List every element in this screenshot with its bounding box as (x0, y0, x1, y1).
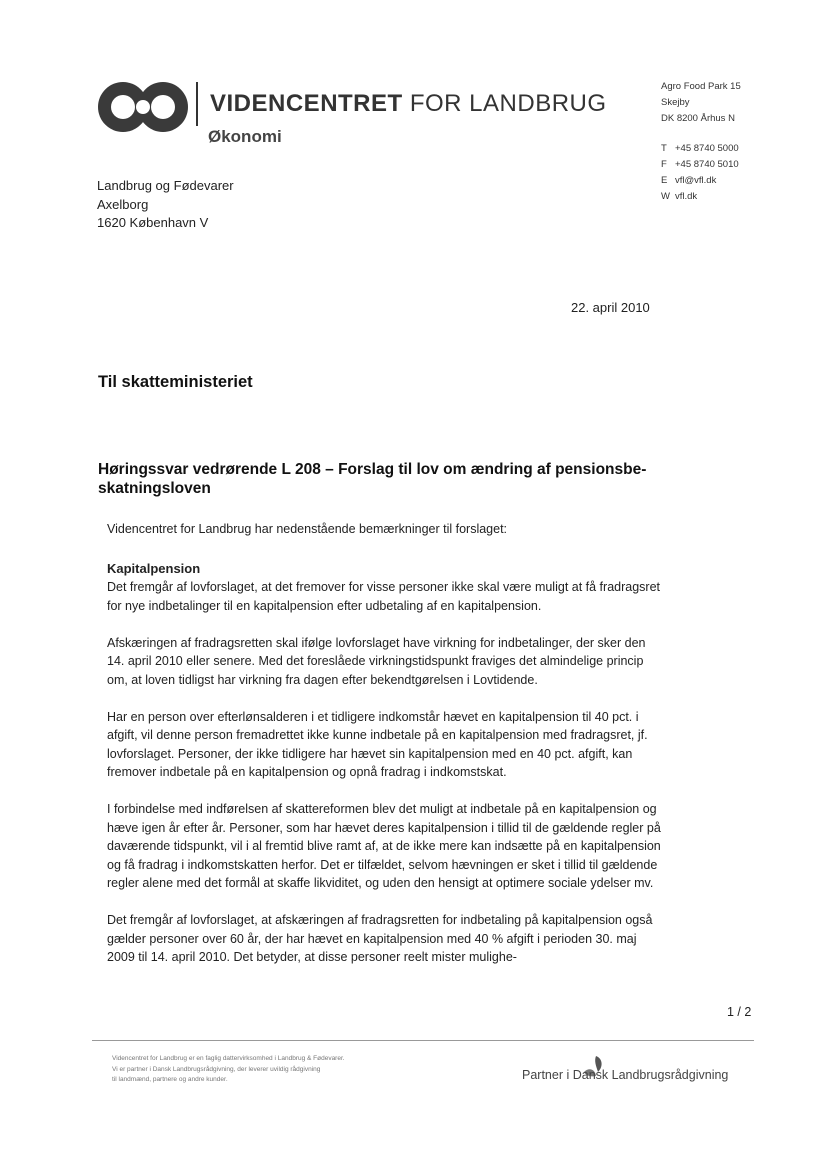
sender-contact (661, 141, 739, 205)
contact-phone: T +45 8740 5000 (661, 143, 739, 154)
logo-divider (196, 82, 198, 126)
body-paragraph: Afskæringen af fradragsretten skal ifølge lovforslaget have virkning for indbetalinger, der sker den 14. april 2010 eller senere. Med det foreslåede virkningstidspunkt fraviges det almindelige princip om, at loven tidligst har virkning fra dagen efter bekendtgørelsen i Lovtidende. (107, 635, 646, 687)
footer-divider (92, 1040, 754, 1041)
recipient-address: Landbrug og Fødevarer Axelborg 1620 København V (97, 178, 234, 230)
contact-web: W vfl.dk (661, 191, 698, 202)
sender-address: Agro Food Park 15 Skejby DK 8200 Århus N (661, 81, 741, 124)
addressee-title: Til skatteministeriet (98, 373, 253, 391)
brand-name: VIDENCENTRET FOR LANDBRUG (210, 90, 607, 117)
intro-paragraph: Videncentret for Landbrug har nedenstående bemærkninger til forslaget: (107, 522, 508, 536)
document-heading: Høringssvar vedrørende L 208 – Forslag til lov om ændring af pensionsbe-skatningsloven (98, 461, 647, 497)
organization-logo (96, 80, 190, 134)
letter-date: 22. april 2010 (571, 300, 650, 315)
footer-note: Videncentret for Landbrug er en faglig dattervirksomhed i Landbrug & Fødevarer. Vi er partner i Dansk Landbrugsrådgivning, der leverer uvildig rådgivning til landmænd, partnere og andre kunder. (112, 1055, 345, 1083)
letter-body (107, 520, 663, 985)
page-number: 1 / 2 (727, 1005, 752, 1019)
contact-email: E vfl@vfl.dk (661, 175, 717, 186)
partner-label: Partner i Dansk Landbrugsrådgivning (522, 1068, 729, 1082)
body-paragraph: Har en person over efterlønsalderen i et tidligere indkomstår hævet en kapitalpension til 40 pct. i afgift, vil denne person fremadrettet ikke kunne indbetale på en kapitalpension med fradragsret, jf. lovforslaget. Personer, der ikke tidligere har hævet sin kapitalpension med en 40 pct. afgift, kan fremover indbetale på en kapitalpension og opnå fradrag i indkomstskat. (107, 709, 648, 779)
body-paragraph: Det fremgår af lovforslaget, at det fremover for visse personer ikke skal være muligt at få fradragsret for nye indbetalinger til en kapitalpension efter udbetaling af en kapitalpension. (107, 580, 660, 613)
body-paragraph: I forbindelse med indførelsen af skattereformen blev det muligt at indbetale på en kapitalpension og hæve igen år efter år. Personer, som har hævet deres kapitalpension i tillid til de gældende regler på daværende tidspunkt, vil i al fremtid blive ramt af, at de ikke mere kan indsætte på en kapitalpension og få fradrag i indkomstskatten herfor. Det er tilfældet, selvom hævningen er sket i tillid til gældende regler alene med det formål at skaffe likviditet, og uden den hensigt at optimere sociale ydelser mv. (107, 802, 661, 890)
section-subheading: Kapitalpension (107, 560, 201, 576)
brand-subtitle: Økonomi (208, 127, 282, 146)
body-paragraph: Det fremgår af lovforslaget, at afskæringen af fradragsretten for indbetaling på kapitalpension også gælder personer over 60 år, der har hævet en kapitalpension med 40 % afgift i perioden 30. maj 2009 til 14. april 2010. Det betyder, at disse personer reelt mister mulighe- (107, 913, 653, 964)
contact-fax: F +45 8740 5010 (661, 159, 739, 170)
